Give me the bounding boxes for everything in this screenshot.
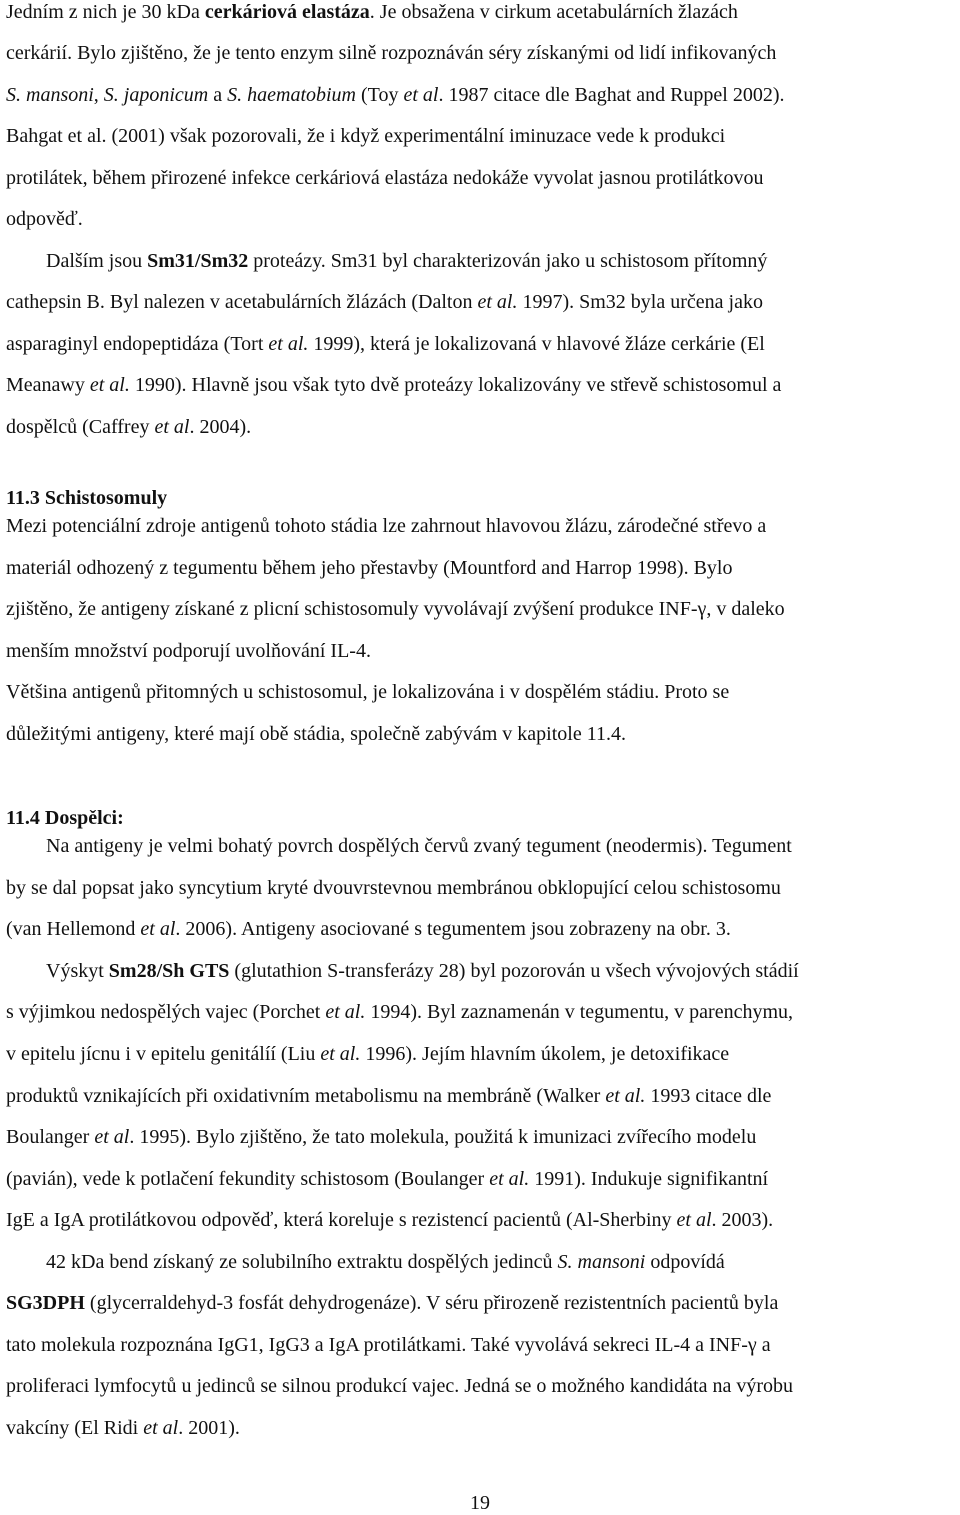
paragraph-line: odpověď. [6,208,83,230]
paragraph-line: 42 kDa bend získaný ze solubilního extraktu dospělých jedinců S. mansoni odpovídá [46,1251,725,1273]
section-heading-adults: 11.4 Dospělci: [6,807,124,829]
paragraph-line: tato molekula rozpoznána IgG1, IgG3 a IgA protilátkami. Také vyvolává sekreci IL-4 a INF-γ a [6,1334,771,1356]
paragraph-line: s výjimkou nedospělých vajec (Porchet et al. 1994). Byl zaznamenán v tegumentu, v parenchymu, [6,1001,794,1023]
paragraph-line: menším množství podporují uvolňování IL-4. [6,640,371,662]
paragraph-line: Jedním z nich je 30 kDa cerkáriová elastáza. Je obsažena v cirkum acetabulárních žlazách [6,1,738,23]
paragraph-line: Většina antigenů přitomných u schistosomul, je lokalizována i v dospělém stádiu. Proto se [6,681,730,703]
paragraph-line: (van Hellemond et al. 2006). Antigeny asociované s tegumentem jsou zobrazeny na obr. 3. [6,918,731,940]
paragraph-line: IgE a IgA protilátkovou odpověď, která koreluje s rezistencí pacientů (Al-Sherbiny et al. 2003). [6,1209,774,1231]
paragraph-line: Výskyt Sm28/Sh GTS (glutathion S-transferázy 28) byl pozorován u všech vývojových stádií [46,960,799,982]
paragraph-line: materiál odhozený z tegumentu během jeho přestavby (Mountford and Harrop 1998). Bylo [6,557,733,579]
page-number: 19 [470,1492,490,1514]
term-sg3dph: SG3DPH [6,1292,85,1314]
paragraph-line: v epitelu jícnu i v epitelu genitálíí (Liu et al. 1996). Jejím hlavním úkolem, je detoxifikace [6,1043,730,1065]
paragraph-line: by se dal popsat jako syncytium kryté dvouvrstevnou membránou obklopující celou schistosomu [6,877,781,899]
paragraph-line: cerkárií. Bylo zjištěno, že je tento enzym silně rozpoznáván séry získanými od lidí infikovaných [6,42,777,64]
paragraph-line: zjištěno, že antigeny získané z plicní schistosomuly vyvolávají zvýšení produkce INF-γ, v daleko [6,598,785,620]
paragraph-line: SG3DPH (glycerraldehyd-3 fosfát dehydrogenáze). V séru přirozeně rezistentních pacientů byla [6,1292,779,1314]
term-sm28-sh-gts: Sm28/Sh GTS [108,960,230,982]
paragraph-line: asparaginyl endopeptidáza (Tort et al. 1999), která je lokalizovaná v hlavové žláze cerkárie (El [6,333,765,355]
paragraph-line: Meanawy et al. 1990). Hlavně jsou však tyto dvě proteázy lokalizovány ve střevě schistosomul a [6,374,782,396]
paragraph-line: Mezi potenciální zdroje antigenů tohoto stádia lze zahrnout hlavovou žlázu, zárodečné střevo a [6,515,767,537]
paragraph-line: Na antigeny je velmi bohatý povrch dospělých červů zvaný tegument (neodermis). Tegument [46,835,792,857]
term-cercarial-elastase: cerkáriová elastáza [204,1,370,23]
paragraph-line: (pavián), vede k potlačení fekundity schistosom (Boulanger et al. 1991). Indukuje signifikantní [6,1168,769,1190]
paragraph-line: dospělců (Caffrey et al. 2004). [6,416,252,438]
paragraph-line: proliferaci lymfocytů u jedinců se silnou produkcí vajec. Jedná se o možného kandidáta na výrobu [6,1375,793,1397]
paragraph-line: vakcíny (El Ridi et al. 2001). [6,1417,240,1439]
section-heading-schistosomula: 11.3 Schistosomuly [6,487,168,509]
term-sm31-sm32: Sm31/Sm32 [147,250,249,272]
paragraph-line: Bahgat et al. (2001) však pozorovali, že i když experimentální iminuzace vede k produkci [6,125,726,147]
paragraph-line: produktů vznikajících při oxidativním metabolismu na membráně (Walker et al. 1993 citace dle [6,1085,772,1107]
paragraph-line: protilátek, během přirozené infekce cerkáriová elastáza nedokáže vyvolat jasnou protilátkovou [6,167,764,189]
paragraph-line: důležitými antigeny, které mají obě stádia, společně zabývám v kapitole 11.4. [6,723,626,745]
paragraph-line: Dalším jsou Sm31/Sm32 proteázy. Sm31 byl charakterizován jako u schistosom přítomný [46,250,768,272]
paragraph-line: Boulanger et al. 1995). Bylo zjištěno, že tato molekula, použitá k imunizaci zvířecího modelu [6,1126,757,1148]
paragraph-line: cathepsin B. Byl nalezen v acetabulárních žlázách (Dalton et al. 1997). Sm32 byla určena jako [6,291,763,313]
paragraph-line: S. mansoni, S. japonicum a S. haematobium (Toy et al. 1987 citace dle Baghat and Ruppel 2002). [6,84,785,106]
